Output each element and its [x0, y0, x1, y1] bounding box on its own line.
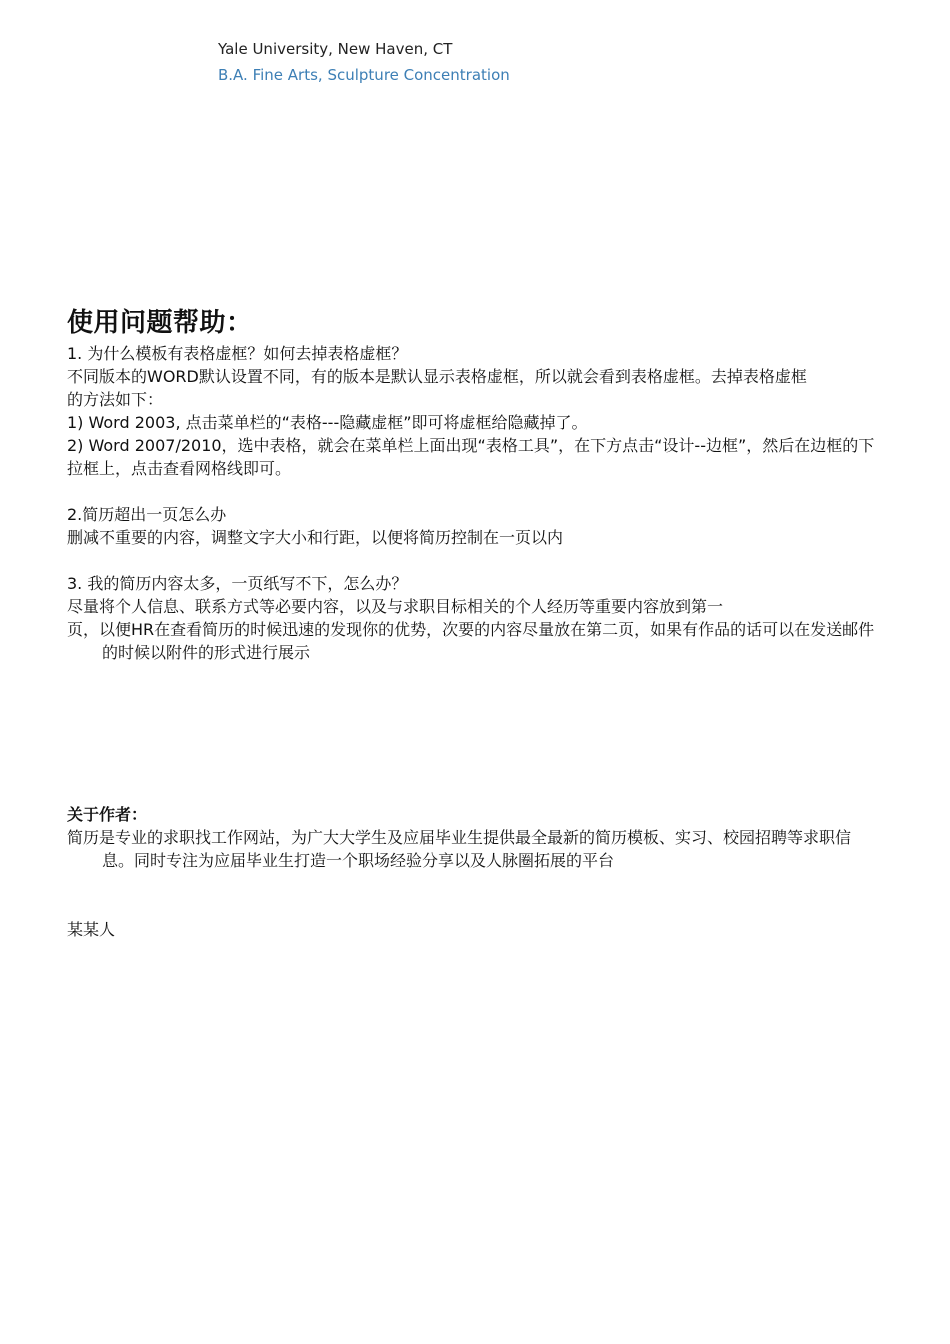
about-section — [67, 803, 882, 872]
help-title: 使用问题帮助： — [67, 308, 253, 338]
school-name: Yale University, New Haven, CT — [218, 40, 453, 58]
question-2: 2.简历超出一页怎么办 — [67, 505, 227, 524]
answer-1-line-1: 不同版本的WORD默认设置不同，有的版本是默认显示表格虚框，所以就会看到表格虚框。去掉表格虚框 — [67, 367, 807, 386]
about-title: 关于作者： — [67, 805, 148, 824]
degree-name: B.A. Fine Arts, Sculpture Concentration — [218, 66, 510, 84]
author-name: 某某人 — [67, 920, 116, 939]
answer-3-line-2: 页，以便HR在查看简历的时候迅速的发现你的优势，次要的内容尽量放在第二页，如果有作品的话可以在发送邮件的时候以附件的形式进行展示 — [67, 620, 875, 662]
question-1: 1. 为什么模板有表格虚框？如何去掉表格虚框？ — [67, 344, 408, 363]
about-text: 简历是专业的求职找工作网站，为广大大学生及应届毕业生提供最全最新的简历模板、实习、校园招聘等求职信息。同时专注为应届毕业生打造一个职场经验分享以及人脉圈拓展的平台 — [67, 828, 852, 870]
answer-2: 删减不重要的内容，调整文字大小和行距，以便将简历控制在一页以内 — [67, 528, 564, 547]
answer-3-line-1: 尽量将个人信息、联系方式等必要内容，以及与求职目标相关的个人经历等重要内容放到第一 — [67, 597, 724, 616]
answer-1-line-2: 的方法如下： — [67, 390, 164, 409]
help-section — [67, 304, 882, 664]
answer-1-step-1: 1) Word 2003, 点击菜单栏的“表格---隐藏虚框”即可将虚框给隐藏掉了。 — [67, 413, 588, 432]
education-block — [218, 36, 878, 88]
question-3: 3. 我的简历内容太多，一页纸写不下，怎么办？ — [67, 574, 408, 593]
answer-1-step-2: 2) Word 2007/2010，选中表格，就会在菜单栏上面出现“表格工具”，在下方点击“设计--边框”，然后在边框的下拉框上，点击查看网格线即可。 — [67, 436, 875, 478]
